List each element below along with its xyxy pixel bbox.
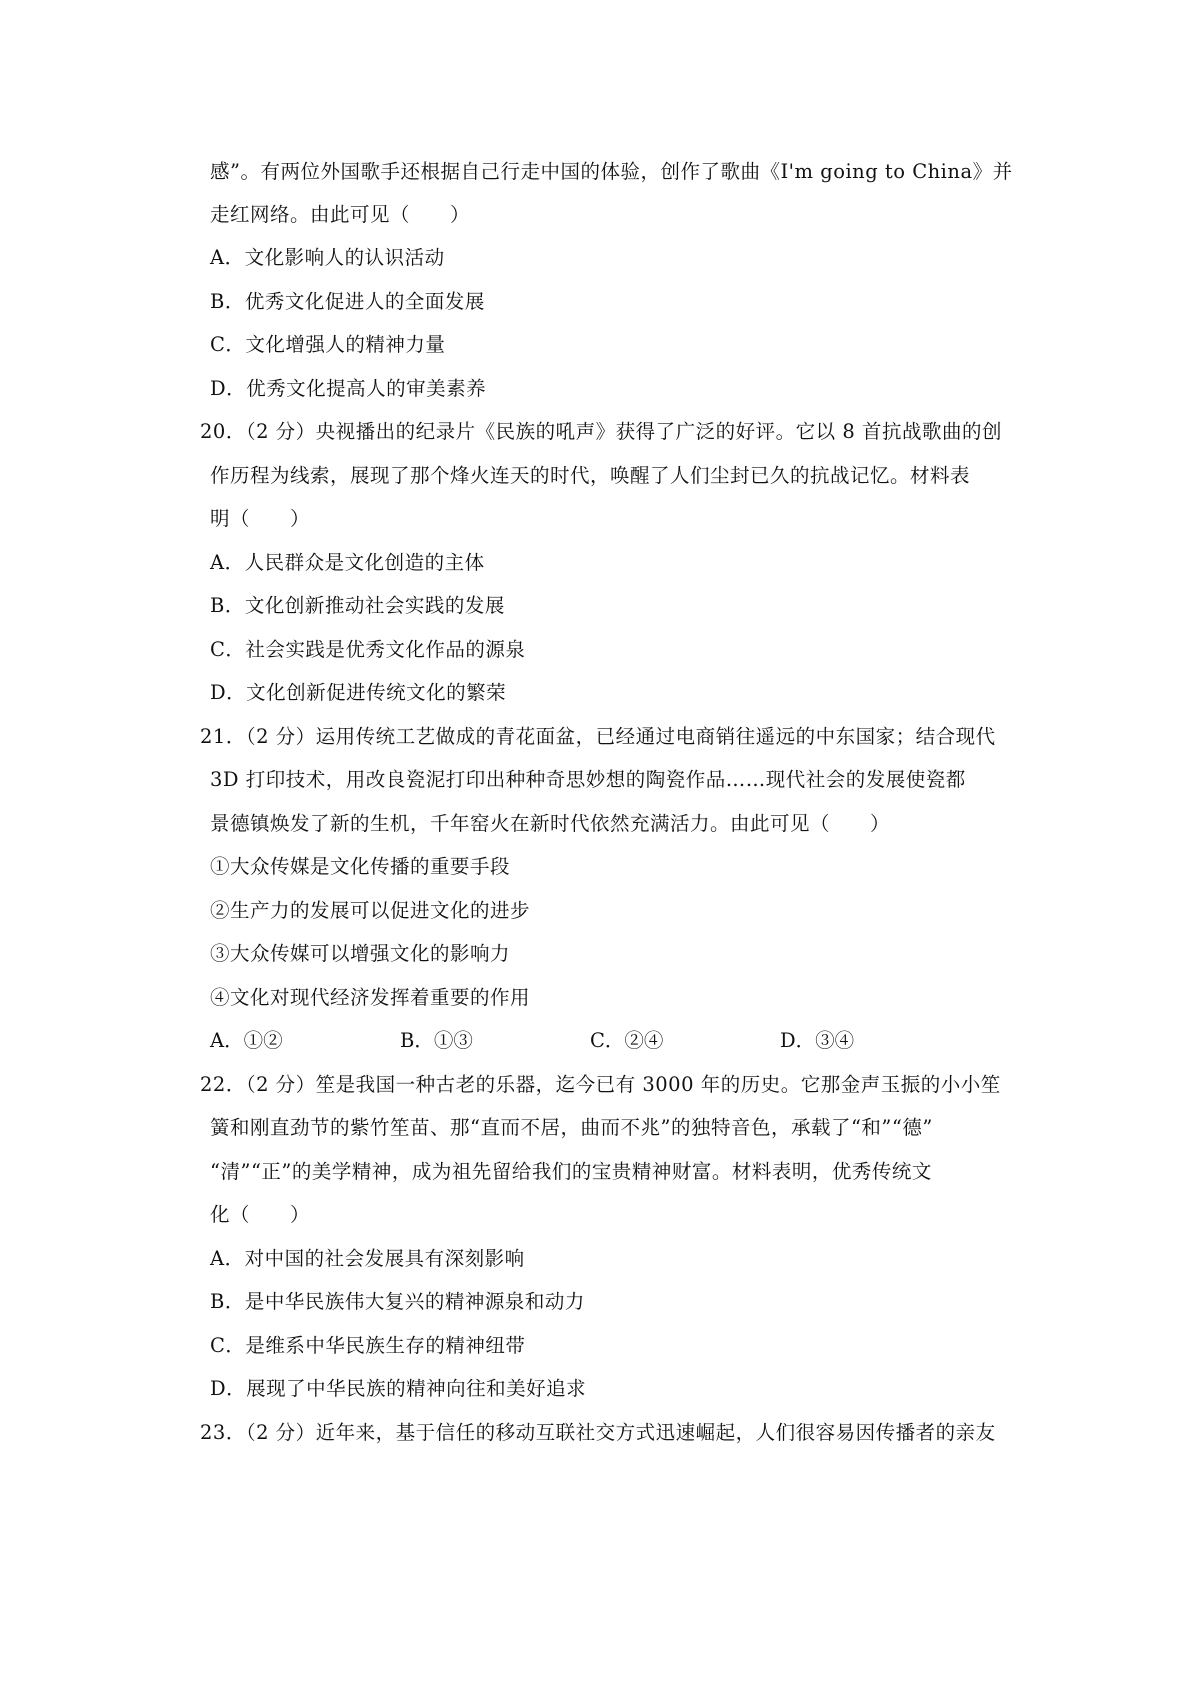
q19-option-a: A．文化影响人的认识活动: [210, 246, 445, 269]
q22-option-c: C．是维系中华民族生存的精神纽带: [210, 1334, 526, 1357]
q21-statement-1: ①大众传媒是文化传播的重要手段: [210, 855, 511, 878]
q19-option-c: C．文化增强人的精神力量: [210, 333, 446, 356]
q23-stem-line-1: 23．（2 分）近年来，基于信任的移动互联社交方式迅速崛起，人们很容易因传播者的亲友: [200, 1421, 996, 1444]
q21-statement-3: ③大众传媒可以增强文化的影响力: [210, 942, 511, 965]
q20-option-c: C．社会实践是优秀文化作品的源泉: [210, 638, 526, 661]
q21-option-b: B．①③: [400, 1029, 473, 1052]
q20-stem-line-1: 20．（2 分）央视播出的纪录片《民族的吼声》获得了广泛的好评。它以 8 首抗战歌曲的创: [200, 420, 1002, 443]
q21-options-row: [210, 1028, 970, 1054]
q19-option-b: B．优秀文化促进人的全面发展: [210, 290, 485, 313]
q20-stem-line-3: 明（ ）: [210, 507, 311, 530]
q21-option-d: D．③④: [780, 1029, 855, 1052]
q22-stem-line-4: 化（ ）: [210, 1203, 311, 1226]
q20-option-a: A．人民群众是文化创造的主体: [210, 551, 485, 574]
q22-option-a: A．对中国的社会发展具有深刻影响: [210, 1247, 525, 1270]
q19-stem-line-1: 感”。有两位外国歌手还根据自己行走中国的体验，创作了歌曲《I'm going to China》并: [210, 160, 1013, 183]
q20-option-d: D．文化创新促进传统文化的繁荣: [210, 681, 507, 704]
q20-option-b: B．文化创新推动社会实践的发展: [210, 594, 505, 617]
q22-option-d: D．展现了中华民族的精神向往和美好追求: [210, 1377, 587, 1400]
q20-stem-line-2: 作历程为线索，展现了那个烽火连天的时代，唤醒了人们尘封已久的抗战记忆。材料表: [210, 464, 971, 487]
q21-statement-4: ④文化对现代经济发挥着重要的作用: [210, 986, 531, 1009]
q21-option-a: A．①②: [210, 1029, 283, 1052]
q21-stem-line-2: 3D 打印技术，用改良瓷泥打印出种种奇思妙想的陶瓷作品……现代社会的发展使瓷都: [210, 768, 966, 791]
q21-statement-2: ②生产力的发展可以促进文化的进步: [210, 899, 531, 922]
q22-stem-line-1: 22．（2 分）笙是我国一种古老的乐器，迄今已有 3000 年的历史。它那金声玉振的小小笙: [200, 1073, 1001, 1096]
q22-option-b: B．是中华民族伟大复兴的精神源泉和动力: [210, 1290, 585, 1313]
q19-option-d: D．优秀文化提高人的审美素养: [210, 377, 487, 400]
q22-stem-line-3: “清”“正”的美学精神，成为祖先留给我们的宝贵精神财富。材料表明，优秀传统文: [210, 1160, 932, 1183]
q19-stem-line-2: 走红网络。由此可见（ ）: [210, 203, 471, 226]
q21-stem-line-3: 景德镇焕发了新的生机，千年窑火在新时代依然充满活力。由此可见（ ）: [210, 812, 891, 835]
q21-option-c: C．②④: [590, 1029, 664, 1052]
q21-stem-line-1: 21．（2 分）运用传统工艺做成的青花面盆，已经通过电商销往遥远的中东国家；结合现代: [200, 725, 996, 748]
q22-stem-line-2: 簧和刚直劲节的紫竹笙苗、那“直而不居，曲而不兆”的独特音色，承载了“和”“德”: [210, 1116, 933, 1139]
